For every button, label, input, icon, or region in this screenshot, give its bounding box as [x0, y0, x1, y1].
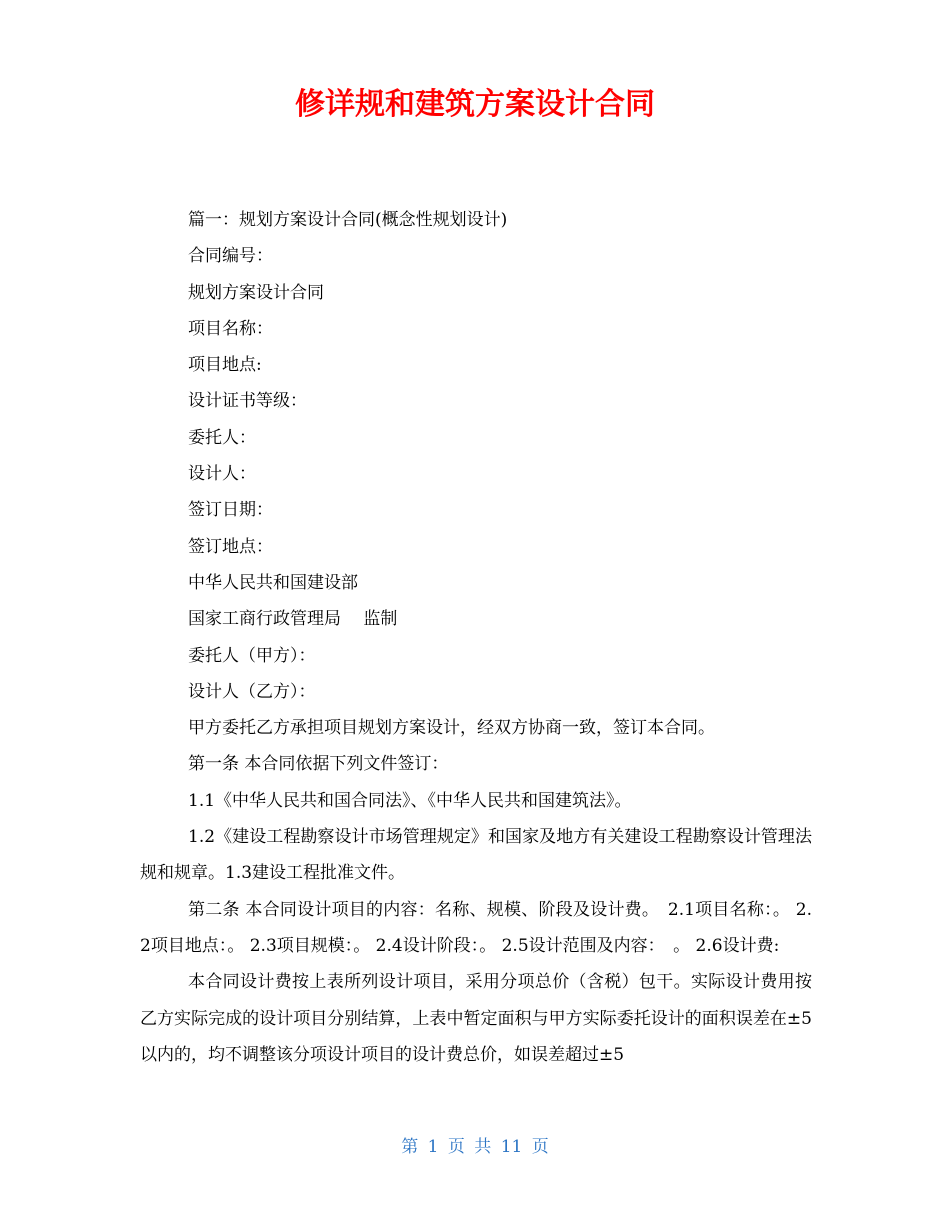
paragraph: 国家工商行政管理局 监制: [188, 609, 398, 630]
paragraph: 设计人：: [188, 464, 256, 485]
paragraph: 第一条 本合同依据下列文件签订：: [188, 754, 449, 775]
paragraph: 甲方委托乙方承担项目规划方案设计，经双方协商一致，签订本合同。: [188, 718, 715, 739]
paragraph: 委托人（甲方）：: [188, 645, 316, 666]
paragraph: 篇一：规划方案设计合同(概念性规划设计): [188, 210, 508, 230]
document-title: 修详规和建筑方案设计合同: [295, 87, 655, 122]
paragraph: 设计人（乙方）：: [188, 681, 316, 702]
paragraph: 项目名称：: [188, 318, 273, 339]
paragraph: 规划方案设计合同: [188, 282, 324, 303]
paragraph: 签订日期：: [188, 500, 273, 521]
paragraph: 中华人民共和国建设部: [188, 572, 358, 593]
paragraph: 1.2《建设工程勘察设计市场管理规定》和国家及地方有关建设工程勘察设计管理法规和规章。1.3建设工程批准文件。: [140, 827, 812, 884]
paragraph: 本合同设计费按上表所列设计项目，采用分项总价（含税）包干。实际设计费用按乙方实际完成的设计项目分别结算，上表中暂定面积与甲方实际委托设计的面积误差在±5以内的，均不调整该分项设计项目的设计费总价，如误差超过±5: [140, 972, 812, 1065]
paragraph: 合同编号：: [188, 246, 273, 267]
paragraph: 第二条 本合同设计项目的内容：名称、规模、阶段及设计费。 2.1项目名称：。 2.2项目地点：。 2.3项目规模：。 2.4设计阶段：。 2.5设计范围及内容： 。 2.6设计费:: [140, 899, 812, 956]
document-body: [140, 202, 812, 1073]
page-footer: 第 1 页 共 11 页: [401, 1137, 549, 1157]
paragraph: 1.1《中华人民共和国合同法》、《中华人民共和国建筑法》。: [188, 790, 632, 811]
paragraph: 签订地点：: [188, 536, 273, 557]
paragraph: 设计证书等级：: [188, 391, 307, 412]
paragraph: 委托人：: [188, 427, 256, 448]
paragraph: 项目地点:: [188, 355, 262, 376]
